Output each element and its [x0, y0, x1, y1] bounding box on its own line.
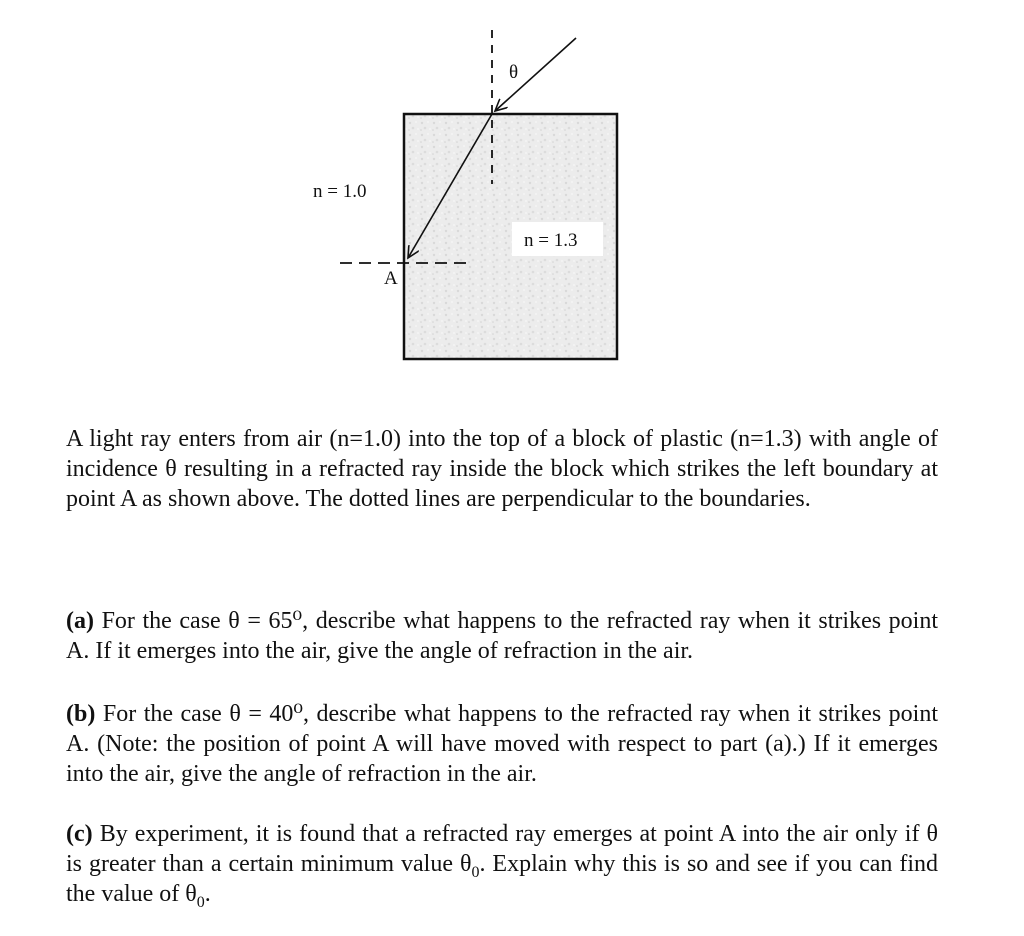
part-c-text-before: By experiment, it is found that a refracted ray emerges at point A into the air only if θ is greater than a certain minimum value θ — [66, 821, 938, 877]
problem-intro: A light ray enters from air (n=1.0) into the top of a block of plastic (n=1.3) with angle of incidence θ resulting in a refracted ray inside the block which strikes the left boundary at point A as shown above. The dotted lines are perpendicular to the boundaries. — [66, 426, 938, 512]
part-b-label: (b) — [66, 701, 96, 727]
part-a-label: (a) — [66, 608, 94, 634]
theta-zero-subscript: 0 — [196, 893, 205, 911]
theta-zero-subscript: 0 — [471, 863, 480, 881]
plastic-index-label: n = 1.3 — [524, 230, 578, 251]
incident-ray — [495, 38, 576, 111]
angle-theta-label: θ — [509, 62, 519, 83]
part-a-text: For the case θ = 65⁰, describe what happens to the refracted ray when it strikes point A. If it emerges into the air, give the angle of refraction in the air. — [66, 608, 938, 664]
part-c-text-end: . — [204, 881, 211, 907]
part-c-text-middle: . Explain why this is so and see if you can find the value of θ — [66, 851, 938, 907]
air-index-label: n = 1.0 — [313, 181, 367, 202]
part-c-label: (c) — [66, 821, 93, 847]
part-b-question — [66, 699, 938, 789]
part-b-text: For the case θ = 40⁰, describe what happens to the refracted ray when it strikes point A. (Note: the position of point A will have moved with respect to part (a).) If it emerges into the air, give the angle of refraction in the air. — [66, 701, 938, 787]
part-c-question — [66, 819, 938, 909]
refraction-diagram — [0, 0, 1024, 400]
part-a-question — [66, 606, 938, 666]
point-a-label: A — [384, 268, 398, 289]
